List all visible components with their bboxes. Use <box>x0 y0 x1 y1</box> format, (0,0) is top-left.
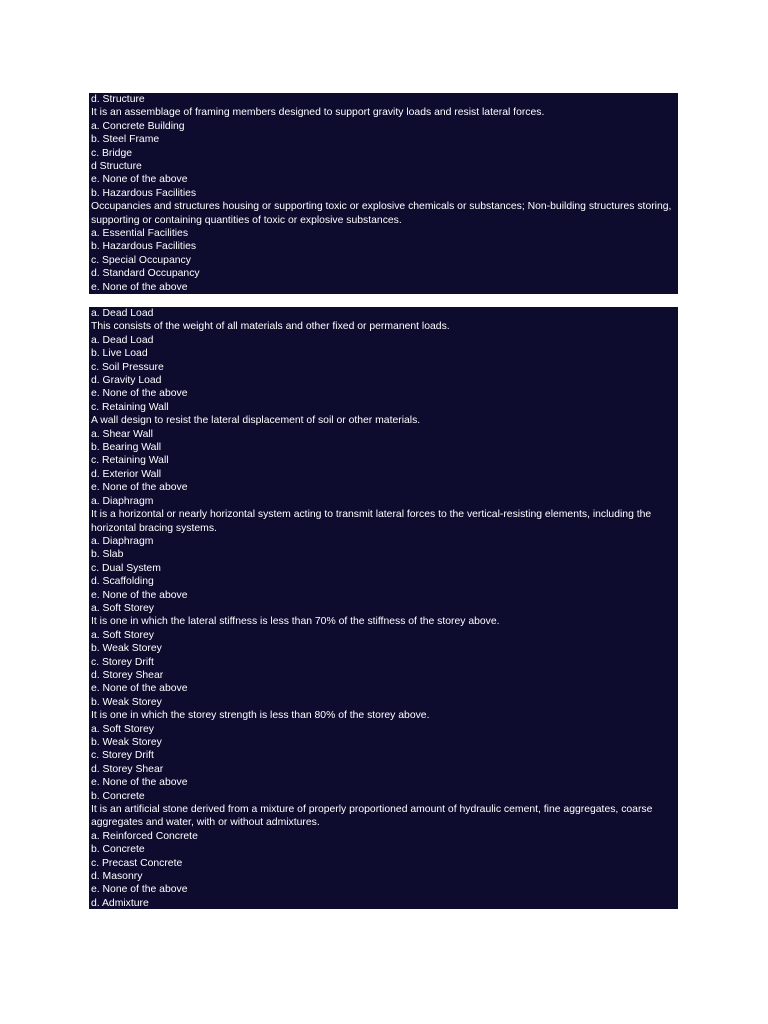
text-line: a. Concrete Building <box>91 120 185 132</box>
text-line: c. Dual System <box>91 562 161 574</box>
text-line: e. None of the above <box>91 482 188 494</box>
text-line: e. None of the above <box>91 683 188 695</box>
text-line: d. Structure <box>91 94 145 105</box>
text-line: A wall design to resist the lateral displacement of soil or other materials. <box>91 415 421 427</box>
text-line: Occupancies and structures housing or supporting toxic or explosive chemicals or substances; Non-building structures storing, supporting or containing quantities of toxic or explosive substances. <box>91 201 672 226</box>
text-line: d. Masonry <box>91 871 143 883</box>
text-line: d Structure <box>91 161 142 173</box>
text-line: It is an artificial stone derived from a mixture of properly proportioned amount of hydraulic cement, fine aggregates, coarse aggregates and water, with or without admixtures. <box>91 804 653 829</box>
text-line: b. Weak Storey <box>91 737 162 748</box>
text-line: a. Soft Storey <box>91 602 154 614</box>
text-line: c. Bridge <box>91 147 133 159</box>
text-line: d. Storey Shear <box>91 669 164 681</box>
text-line: b. Hazardous Facilities <box>91 187 197 199</box>
text-line: b. Weak Storey <box>91 696 162 708</box>
text-line: It is a horizontal or nearly horizontal system acting to transmit lateral forces to the vertical-resisting elements, including the horizontal bracing systems. <box>91 509 652 534</box>
text-line: a. Diaphragm <box>91 535 154 547</box>
text-line: d. Storey Shear <box>91 763 164 775</box>
text-line: c. Special Occupancy <box>91 254 191 266</box>
text-line: e. None of the above <box>91 388 188 400</box>
text-line: e. None of the above <box>91 777 188 789</box>
text-line: a. Essential Facilities <box>91 228 189 240</box>
text-line: a. Diaphragm <box>91 495 154 507</box>
text-line: c. Storey Drift <box>91 656 154 668</box>
text-line: b. Concrete <box>91 790 145 802</box>
text-line: c. Precast Concrete <box>91 857 183 869</box>
text-line: c. Retaining Wall <box>91 455 169 467</box>
text-line: c. Soil Pressure <box>91 361 164 373</box>
text-line: b. Live Load <box>91 348 148 360</box>
quiz-block-2 <box>89 307 678 909</box>
text-line: d. Standard Occupancy <box>91 268 200 280</box>
text-line: a. Shear Wall <box>91 428 153 440</box>
text-line: c. Retaining Wall <box>91 401 169 413</box>
text-line: This consists of the weight of all materials and other fixed or permanent loads. <box>91 321 450 333</box>
text-line: b. Steel Frame <box>91 134 160 146</box>
text-line: d. Gravity Load <box>91 375 162 387</box>
text-line: e. None of the above <box>91 589 188 601</box>
text-line: b. Hazardous Facilities <box>91 241 197 253</box>
text-line: c. Storey Drift <box>91 750 154 762</box>
text-line: a. Soft Storey <box>91 629 154 641</box>
text-line: a. Soft Storey <box>91 723 154 735</box>
text-line: b. Slab <box>91 549 124 561</box>
text-line: d. Exterior Wall <box>91 468 162 480</box>
text-line: e. None of the above <box>91 174 188 186</box>
text-line: e. None of the above <box>91 281 188 293</box>
text-line: It is an assemblage of framing members designed to support gravity loads and resist lateral forces. <box>91 107 545 119</box>
text-line: b. Concrete <box>91 844 145 856</box>
quiz-block-1 <box>89 93 678 294</box>
text-line: b. Bearing Wall <box>91 442 162 454</box>
text-line: a. Reinforced Concrete <box>91 830 198 842</box>
text-line: It is one in which the storey strength is less than 80% of the storey above. <box>91 710 430 722</box>
text-line: a. Dead Load <box>91 334 154 346</box>
text-line: d. Scaffolding <box>91 576 154 588</box>
text-line: a. Dead Load <box>91 308 154 319</box>
text-line: It is one in which the lateral stiffness is less than 70% of the stiffness of the storey above. <box>91 616 500 628</box>
text-line: b. Weak Storey <box>91 643 162 655</box>
text-line: e. None of the above <box>91 884 188 896</box>
text-line: d. Admixture <box>91 897 149 909</box>
